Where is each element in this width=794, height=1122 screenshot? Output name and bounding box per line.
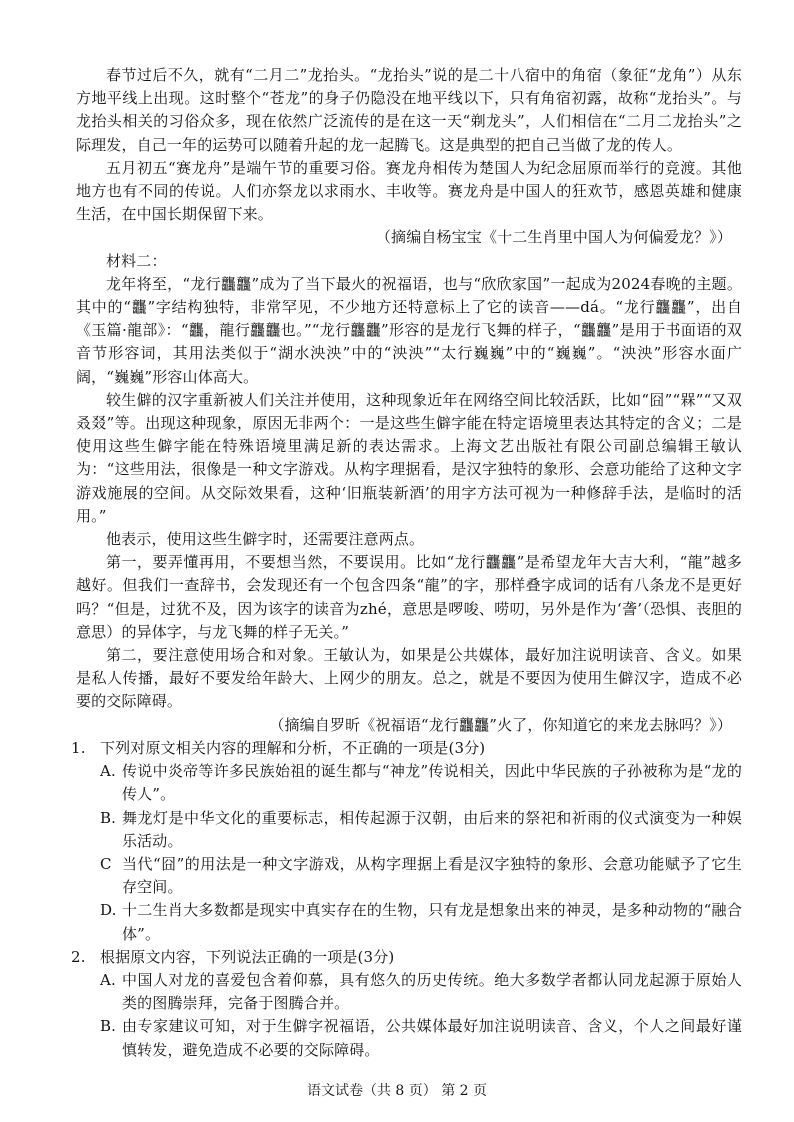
- option-a: [100, 760, 742, 806]
- paragraph-two-points: 他表示，使用这些生僻字时，还需要注意两点。: [106, 530, 425, 549]
- paragraph-rare-characters: 较生僻的汉字重新被人们关注并使用，这种现象近年在网络空间比较活跃，比如“囧”“槑”“又双叒叕”等。出现这种现象，原因无非两个：一是这些生僻字能在特定语境里表达其特定的含义；二是使用这些生僻字能在特殊语境里满足新的表达需求。上海文艺出版社有限公司副总编辑王敏认为：“这些用法，很像是一种文字游戏。从构字理据看，是汉字独特的象形、会意功能给了这种文字游戏施展的空间。从交际效果看，这种‘旧瓶装新酒’的用字方法可视为一种修辞手法，是临时的活用。”: [76, 390, 742, 525]
- paragraph-dragon-head-raising: 春节过后不久，就有“二月二”龙抬头。“龙抬头”说的是二十八宿中的角宿（象征“龙角”）从东方地平线上出现。这时整个“苍龙”的身子仍隐没在地平线以下，只有角宿初露，故称“龙抬头”。与龙抬头相关的习俗众多，现在依然广泛流传的是在这一天“剃龙头”，人们相信在“二月二龙抬头”之际理发，自己一年的运势可以随着升起的龙一起腾飞。这是典型的把自己当做了龙的传人。: [76, 66, 742, 154]
- option-b: [100, 1015, 742, 1061]
- page-footer: 语文试卷（共 8 页） 第 2 页: [306, 1083, 488, 1099]
- source-citation-2: （摘编自罗昕《祝福语“龙行龘龘”火了，你知道它的来龙去脉吗？》）: [269, 715, 732, 734]
- option-a: [100, 969, 742, 1015]
- question-stem: 下列对原文相关内容的理解和分析，不正确的一项是(3分): [100, 738, 486, 757]
- source-citation-1: （摘编自杨宝宝《十二生肖里中国人为何偏爱龙？》）: [375, 228, 732, 247]
- option-text: 由专家建议可知，对于生僻字祝福语，公共媒体最好加注说明读音、含义，个人之间最好谨慎转发，避免造成不必要的交际障碍。: [122, 1017, 742, 1059]
- option-letter: A.: [100, 970, 116, 989]
- option-text: 中国人对龙的喜爱包含着仰慕，具有悠久的历史传统。绝大多数学者都认同龙起源于原始人类的图腾崇拜，完备于图腾合并。: [122, 970, 742, 1013]
- paragraph-long-xing-da-da: 龙年将至，“龙行龘龘”成为了当下最火的祝福语，也与“欣欣家国”一起成为2024春晚的主题。其中的“龘”字结构独特，非常罕见，不少地方还特意标上了它的读音——dá。“龙行龘龘”，出自《玉篇·龍部》：“龘，龍行龘龘也。”“龙行龘龘”形容的是龙行飞舞的样子，“龘龘”是用于书面语的双音节形容词，其用法类似于“湖水泱泱”中的“泱泱”“太行巍巍”中的“巍巍”。“泱泱”形容水面广阔，“巍巍”形容山体高大。: [76, 274, 742, 386]
- question-stem: 根据原文内容，下列说法正确的一项是(3分): [100, 947, 395, 966]
- option-letter: A.: [100, 762, 116, 781]
- paragraph-point-one: 第一，要弄懂再用，不要想当然，不要误用。比如“龙行龘龘”是希望龙年大吉大利，“龍”越多越好。但我们一查辞书，会发现还有一个包含四条“龍”的字，那样叠字成词的话有八条龙不是更好吗？“但是，过犹不及，因为该字的读音为zhé，意思是啰唆、唠叨，另外是作为‘詟’（恐惧、丧胆的意思）的异体字，与龙飞舞的样子无关。”: [76, 553, 742, 641]
- option-text: 舞龙灯是中华文化的重要标志，相传起源于汉朝，由后来的祭祀和祈雨的仪式演变为一种娱乐活动。: [122, 808, 742, 850]
- page-content: [71, 64, 742, 1062]
- question-1: [71, 737, 742, 946]
- option-d: [100, 899, 742, 945]
- question-number: 1.: [71, 738, 86, 757]
- paragraph-dragon-boat: 五月初五“赛龙舟”是端午节的重要习俗。赛龙舟相传为楚国人为纪念屈原而举行的竞渡。其他地方也有不同的传说。人们亦祭龙以求雨水、丰收等。赛龙舟是中国人的狂欢节，感恩英雄和健康生活，在中国长期保留下来。: [76, 158, 742, 224]
- option-b: [100, 807, 742, 853]
- option-text: 当代“囧”的用法是一种文字游戏，从构字理据上看是汉字独特的象形、会意功能赋予了它生存空间。: [122, 854, 742, 897]
- option-letter: D.: [100, 901, 117, 920]
- option-c: [100, 853, 742, 899]
- option-letter: C: [100, 854, 112, 873]
- paragraph-point-two: 第二，要注意使用场合和对象。王敏认为，如果是公共媒体，最好加注说明读音、含义。如果是私人传播，最好不要发给年龄大、上网少的朋友。总之，就是不要因为使用生僻汉字，造成不必要的交际障碍。: [76, 646, 742, 711]
- question-2: [71, 946, 742, 1062]
- option-text: 十二生肖大多数都是现实中真实存在的生物，只有龙是想象出来的神灵，是多种动物的“融合体”。: [122, 901, 742, 943]
- option-letter: B.: [100, 808, 117, 827]
- material-2-heading: 材料二：: [106, 251, 167, 270]
- option-text: 传说中炎帝等许多民族始祖的诞生都与“神龙”传说相关，因此中华民族的子孙被称为是“龙的传人”。: [122, 762, 742, 804]
- option-letter: B.: [100, 1017, 117, 1036]
- question-number: 2.: [71, 947, 86, 966]
